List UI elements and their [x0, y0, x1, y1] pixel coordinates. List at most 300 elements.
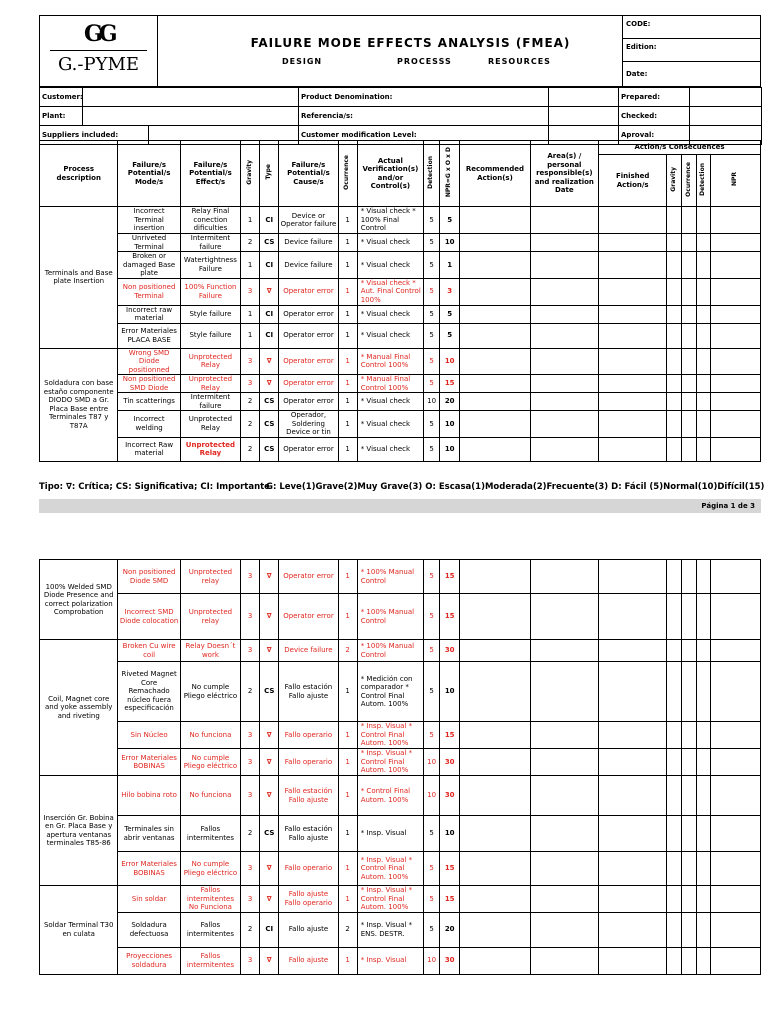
ocurrence-value: 2: [338, 912, 357, 947]
empty-cell: [599, 594, 667, 640]
type-symbol: ∇: [260, 594, 279, 640]
type-symbol: ∇: [260, 560, 279, 594]
type-symbol: CS: [260, 411, 279, 438]
empty-cell: [667, 278, 682, 305]
failure-mode: Non positioned Diode SMD: [118, 560, 180, 594]
ocurrence-value: 1: [338, 393, 357, 411]
info-table: [39, 87, 762, 145]
empty-cell: [530, 305, 598, 323]
empty-cell: [667, 852, 682, 886]
checked-label: Checked:: [619, 107, 690, 126]
empty-cell: [682, 594, 696, 640]
failure-mode: Incorrect Terminal insertion: [118, 207, 180, 234]
empty-cell: [696, 437, 710, 461]
failure-mode: Incorrect welding: [118, 411, 180, 438]
product-label: Product Denomination:: [299, 88, 549, 107]
logo-text: G.-PYME: [57, 54, 140, 75]
failure-cause: Operator error: [279, 278, 338, 305]
ocurrence-value: 1: [338, 662, 357, 722]
npr-value: 5: [440, 305, 460, 323]
empty-cell: [682, 305, 696, 323]
npr-value: 20: [440, 393, 460, 411]
failure-cause: Fallo operario: [279, 749, 338, 776]
ocurrence-value: 1: [338, 560, 357, 594]
col-sub-ocurrence-text: Ocurrence: [684, 161, 692, 197]
type-symbol: ∇: [260, 375, 279, 393]
empty-cell: [710, 411, 760, 438]
col-cause: Failure/s Potential/s Cause/s: [279, 141, 338, 207]
npr-value: 5: [440, 207, 460, 234]
empty-cell: [599, 560, 667, 594]
empty-cell: [710, 207, 760, 234]
gravity-value: 2: [241, 411, 260, 438]
document-title: FAILURE MODE EFFECTS ANALYSIS (FMEA): [250, 36, 571, 50]
referencia-value: [549, 107, 619, 126]
plant-label: Plant:: [40, 107, 83, 126]
empty-cell: [599, 393, 667, 411]
gravity-value: 2: [241, 393, 260, 411]
detection-value: 5: [424, 886, 440, 913]
empty-cell: [710, 560, 760, 594]
npr-value: 10: [440, 437, 460, 461]
col-area: Area(s) / personal responsible(s) and realization Date: [530, 141, 598, 207]
empty-cell: [682, 375, 696, 393]
empty-cell: [667, 947, 682, 974]
empty-cell: [530, 640, 598, 662]
empty-cell: [599, 662, 667, 722]
empty-cell: [667, 560, 682, 594]
gravity-value: 2: [241, 234, 260, 252]
failure-effect: No funciona: [180, 722, 240, 749]
npr-value: 15: [440, 852, 460, 886]
table-row: [40, 749, 761, 776]
empty-cell: [682, 437, 696, 461]
edition-label: Edition:: [623, 39, 761, 62]
detection-value: 5: [424, 662, 440, 722]
legend-tipo: Tipo: ∇: Crítica; CS: Significativa; CI: Importante: [39, 482, 270, 492]
failure-cause: Fallo estación Fallo ajuste: [279, 776, 338, 816]
empty-cell: [696, 411, 710, 438]
empty-cell: [530, 393, 598, 411]
gravity-value: 3: [241, 640, 260, 662]
type-symbol: ∇: [260, 947, 279, 974]
empty-cell: [696, 852, 710, 886]
document-meta: [622, 16, 761, 86]
failure-cause: Fallo operario: [279, 722, 338, 749]
ocurrence-value: 1: [338, 323, 357, 348]
empty-cell: [696, 393, 710, 411]
subtitle-process: PROCESSS: [397, 57, 452, 66]
empty-cell: [530, 560, 598, 594]
type-symbol: CS: [260, 816, 279, 852]
plant-value: [83, 107, 299, 126]
empty-cell: [696, 722, 710, 749]
empty-cell: [710, 278, 760, 305]
failure-mode: Error Materiales BOBINAS: [118, 852, 180, 886]
failure-mode: Terminales sin abrir ventanas: [118, 816, 180, 852]
control-text: * Manual Final Control 100%: [357, 348, 423, 375]
ocurrence-value: 1: [338, 278, 357, 305]
product-value: [549, 88, 619, 107]
failure-mode: Error Materiales PLACA BASE: [118, 323, 180, 348]
type-symbol: ∇: [260, 348, 279, 375]
empty-cell: [667, 375, 682, 393]
empty-cell: [460, 278, 530, 305]
fmea-table-page-2: [39, 559, 761, 975]
failure-mode: Wrong SMD Diode positionned: [118, 348, 180, 375]
empty-cell: [460, 912, 530, 947]
gravity-value: 2: [241, 912, 260, 947]
gravity-value: 3: [241, 722, 260, 749]
empty-cell: [667, 640, 682, 662]
empty-cell: [460, 305, 530, 323]
empty-cell: [710, 662, 760, 722]
empty-cell: [710, 776, 760, 816]
control-text: * Insp. Visual: [357, 816, 423, 852]
detection-value: 5: [424, 375, 440, 393]
ocurrence-value: 1: [338, 816, 357, 852]
empty-cell: [599, 323, 667, 348]
type-symbol: ∇: [260, 776, 279, 816]
empty-cell: [530, 437, 598, 461]
empty-cell: [460, 662, 530, 722]
failure-cause: Device failure: [279, 640, 338, 662]
ocurrence-value: 1: [338, 886, 357, 913]
process-description: 100% Welded SMD Diode Presence and correct polarization Comprobation: [40, 560, 118, 640]
table-row: [40, 305, 761, 323]
empty-cell: [682, 348, 696, 375]
col-finished: Finished Action/s: [599, 155, 667, 207]
empty-cell: [682, 207, 696, 234]
empty-cell: [696, 348, 710, 375]
empty-cell: [710, 816, 760, 852]
control-text: * Visual check: [357, 305, 423, 323]
control-text: * Visual check: [357, 411, 423, 438]
failure-mode: Incorrect raw material: [118, 305, 180, 323]
failure-effect: No cumple Pliego eléctrico: [180, 662, 240, 722]
type-symbol: ∇: [260, 886, 279, 913]
control-text: * Visual check: [357, 234, 423, 252]
empty-cell: [696, 278, 710, 305]
empty-cell: [530, 722, 598, 749]
empty-cell: [667, 749, 682, 776]
control-text: * Manual Final Control 100%: [357, 375, 423, 393]
npr-value: 30: [440, 640, 460, 662]
failure-cause: Device failure: [279, 252, 338, 279]
empty-cell: [682, 776, 696, 816]
failure-cause: Device or Operator failure: [279, 207, 338, 234]
detection-value: 5: [424, 852, 440, 886]
empty-cell: [530, 886, 598, 913]
empty-cell: [710, 375, 760, 393]
empty-cell: [667, 252, 682, 279]
empty-cell: [530, 852, 598, 886]
empty-cell: [667, 816, 682, 852]
npr-value: 10: [440, 662, 460, 722]
detection-value: 5: [424, 594, 440, 640]
col-mode: Failure/s Potential/s Mode/s: [118, 141, 180, 207]
ocurrence-value: 1: [338, 749, 357, 776]
empty-cell: [682, 560, 696, 594]
failure-mode: Soldadura defectuosa: [118, 912, 180, 947]
detection-value: 5: [424, 722, 440, 749]
gravity-value: 3: [241, 886, 260, 913]
table-row: [40, 594, 761, 640]
empty-cell: [599, 305, 667, 323]
type-symbol: CI: [260, 912, 279, 947]
empty-cell: [667, 776, 682, 816]
failure-effect: Relay Doesn´t work: [180, 640, 240, 662]
npr-value: 10: [440, 348, 460, 375]
col-detection: [424, 141, 440, 207]
failure-effect: Unprotected Relay: [180, 375, 240, 393]
empty-cell: [599, 278, 667, 305]
empty-cell: [710, 722, 760, 749]
detection-value: 10: [424, 947, 440, 974]
control-text: * Medición con comparador * Control Final Autom. 100%: [357, 662, 423, 722]
type-symbol: CI: [260, 207, 279, 234]
npr-value: 30: [440, 776, 460, 816]
prepared-value: [690, 88, 762, 107]
empty-cell: [667, 594, 682, 640]
empty-cell: [710, 852, 760, 886]
detection-value: 5: [424, 234, 440, 252]
failure-mode: Incorrect SMD Diode colocation: [118, 594, 180, 640]
gravity-value: 1: [241, 207, 260, 234]
empty-cell: [460, 323, 530, 348]
empty-cell: [667, 411, 682, 438]
empty-cell: [682, 323, 696, 348]
col-sub-npr-text: NPR: [731, 172, 739, 187]
col-sub-gravity-text: Gravity: [670, 166, 678, 192]
failure-cause: Fallo operario: [279, 852, 338, 886]
detection-value: 5: [424, 207, 440, 234]
logo-rule: [50, 50, 147, 51]
empty-cell: [530, 947, 598, 974]
empty-cell: [460, 234, 530, 252]
failure-mode: Sin Núcleo: [118, 722, 180, 749]
empty-cell: [696, 560, 710, 594]
ocurrence-value: 1: [338, 776, 357, 816]
empty-cell: [696, 662, 710, 722]
table-row: [40, 207, 761, 234]
process-description: Soldadura con base estaño componente DIODO SMD a Gr. Placa Base entre Terminales T87 y T87A: [40, 348, 118, 461]
empty-cell: [460, 749, 530, 776]
empty-cell: [460, 852, 530, 886]
empty-cell: [696, 252, 710, 279]
empty-cell: [599, 776, 667, 816]
detection-value: 5: [424, 323, 440, 348]
failure-cause: Operator error: [279, 305, 338, 323]
empty-cell: [460, 886, 530, 913]
failure-effect: Unprotected Relay: [180, 348, 240, 375]
control-text: * Control Final Autom. 100%: [357, 776, 423, 816]
empty-cell: [710, 594, 760, 640]
gravity-value: 3: [241, 560, 260, 594]
failure-mode: Sin soldar: [118, 886, 180, 913]
detection-value: 5: [424, 437, 440, 461]
date-label: Date:: [626, 70, 648, 78]
npr-value: 30: [440, 947, 460, 974]
empty-cell: [682, 662, 696, 722]
type-symbol: ∇: [260, 749, 279, 776]
ocurrence-value: 1: [338, 375, 357, 393]
empty-cell: [599, 912, 667, 947]
table-row: [40, 560, 761, 594]
empty-cell: [696, 323, 710, 348]
empty-cell: [682, 411, 696, 438]
failure-effect: Fallos intermitentes: [180, 816, 240, 852]
control-text: * Visual check * 100% Final Control: [357, 207, 423, 234]
ocurrence-value: 1: [338, 437, 357, 461]
failure-mode: Tin scatterings: [118, 393, 180, 411]
failure-cause: Fallo ajuste: [279, 947, 338, 974]
legend-scale: G: Leve(1)Grave(2)Muy Grave(3) O: Escasa(1)Moderada(2)Frecuente(3) D: Fácil (5)Normal(10)Difícil(15): [266, 482, 765, 492]
col-process: Process description: [40, 141, 118, 207]
gravity-value: 3: [241, 594, 260, 640]
empty-cell: [667, 722, 682, 749]
empty-cell: [530, 207, 598, 234]
npr-value: 30: [440, 749, 460, 776]
empty-cell: [682, 852, 696, 886]
ocurrence-value: 1: [338, 594, 357, 640]
empty-cell: [667, 323, 682, 348]
empty-cell: [460, 722, 530, 749]
control-text: * Insp. Visual * Control Final Autom. 100%: [357, 852, 423, 886]
npr-value: 3: [440, 278, 460, 305]
empty-cell: [696, 749, 710, 776]
empty-cell: [530, 234, 598, 252]
customer-label: Customer:: [40, 88, 83, 107]
empty-cell: [667, 912, 682, 947]
empty-cell: [667, 305, 682, 323]
table-row: [40, 375, 761, 393]
failure-cause: Operador, Soldering Device or tin: [279, 411, 338, 438]
failure-cause: Operator error: [279, 323, 338, 348]
failure-mode: Proyecciones soldadura: [118, 947, 180, 974]
ocurrence-value: 2: [338, 640, 357, 662]
type-symbol: ∇: [260, 640, 279, 662]
empty-cell: [460, 348, 530, 375]
empty-cell: [460, 252, 530, 279]
failure-cause: Operator error: [279, 393, 338, 411]
empty-cell: [530, 323, 598, 348]
detection-value: 5: [424, 305, 440, 323]
empty-cell: [696, 305, 710, 323]
table-row: [40, 411, 761, 438]
customer-value: [83, 88, 299, 107]
failure-effect: Intermitent failure: [180, 234, 240, 252]
failure-effect: Unprotected Relay: [180, 411, 240, 438]
failure-mode: Non positioned Terminal: [118, 278, 180, 305]
type-symbol: CS: [260, 437, 279, 461]
failure-effect: Fallos intermitentes: [180, 912, 240, 947]
npr-value: 10: [440, 234, 460, 252]
control-text: * Insp. Visual * Control Final Autom. 100%: [357, 749, 423, 776]
empty-cell: [696, 594, 710, 640]
empty-cell: [530, 594, 598, 640]
failure-cause: Operator error: [279, 375, 338, 393]
detection-value: 5: [424, 560, 440, 594]
type-symbol: CS: [260, 393, 279, 411]
empty-cell: [460, 411, 530, 438]
detection-value: 5: [424, 278, 440, 305]
empty-cell: [710, 305, 760, 323]
col-gravity-text: Gravity: [245, 159, 253, 185]
empty-cell: [460, 640, 530, 662]
empty-cell: [460, 816, 530, 852]
empty-cell: [710, 252, 760, 279]
gravity-value: 3: [241, 776, 260, 816]
empty-cell: [460, 207, 530, 234]
table-row: [40, 278, 761, 305]
failure-cause: Device failure: [279, 234, 338, 252]
type-symbol: CS: [260, 234, 279, 252]
empty-cell: [696, 947, 710, 974]
page-label: Página 1 de 3: [701, 502, 755, 510]
col-ocurrence-text: Ocurrence: [343, 154, 351, 190]
empty-cell: [667, 234, 682, 252]
failure-cause: Operator error: [279, 594, 338, 640]
aproval-label: Aproval:: [619, 126, 690, 145]
type-symbol: ∇: [260, 722, 279, 749]
col-npr-text: NPR=G x O x D: [445, 147, 453, 198]
empty-cell: [460, 437, 530, 461]
empty-cell: [696, 912, 710, 947]
empty-cell: [696, 207, 710, 234]
empty-cell: [667, 393, 682, 411]
detection-value: 5: [424, 348, 440, 375]
empty-cell: [667, 437, 682, 461]
empty-cell: [710, 640, 760, 662]
col-type: [260, 141, 279, 207]
empty-cell: [710, 749, 760, 776]
empty-cell: [599, 252, 667, 279]
gravity-value: 2: [241, 816, 260, 852]
empty-cell: [460, 560, 530, 594]
table-row: [40, 947, 761, 974]
failure-mode: Non positioned SMD Diode: [118, 375, 180, 393]
control-text: * 100% Manual Control: [357, 640, 423, 662]
empty-cell: [710, 912, 760, 947]
empty-cell: [530, 816, 598, 852]
table-row: [40, 252, 761, 279]
failure-effect: Style failure: [180, 305, 240, 323]
empty-cell: [599, 207, 667, 234]
npr-value: 15: [440, 560, 460, 594]
control-text: * Visual check: [357, 252, 423, 279]
failure-mode: Error Materiales BOBINAS: [118, 749, 180, 776]
suppliers-label: Suppliers included:: [40, 126, 149, 145]
failure-effect: Unprotected relay: [180, 594, 240, 640]
empty-cell: [530, 348, 598, 375]
col-sub-detection: [696, 155, 710, 207]
failure-effect: Watertightness Failure: [180, 252, 240, 279]
subtitle-design: DESIGN: [282, 57, 323, 66]
detection-value: 5: [424, 411, 440, 438]
empty-cell: [530, 252, 598, 279]
empty-cell: [530, 662, 598, 722]
empty-cell: [682, 640, 696, 662]
empty-cell: [530, 278, 598, 305]
empty-cell: [599, 722, 667, 749]
empty-cell: [710, 393, 760, 411]
empty-cell: [710, 886, 760, 913]
gravity-value: 3: [241, 375, 260, 393]
failure-mode: Incorrect Raw material: [118, 437, 180, 461]
ocurrence-value: 1: [338, 305, 357, 323]
control-text: * Insp. Visual * ENS. DESTR.: [357, 912, 423, 947]
